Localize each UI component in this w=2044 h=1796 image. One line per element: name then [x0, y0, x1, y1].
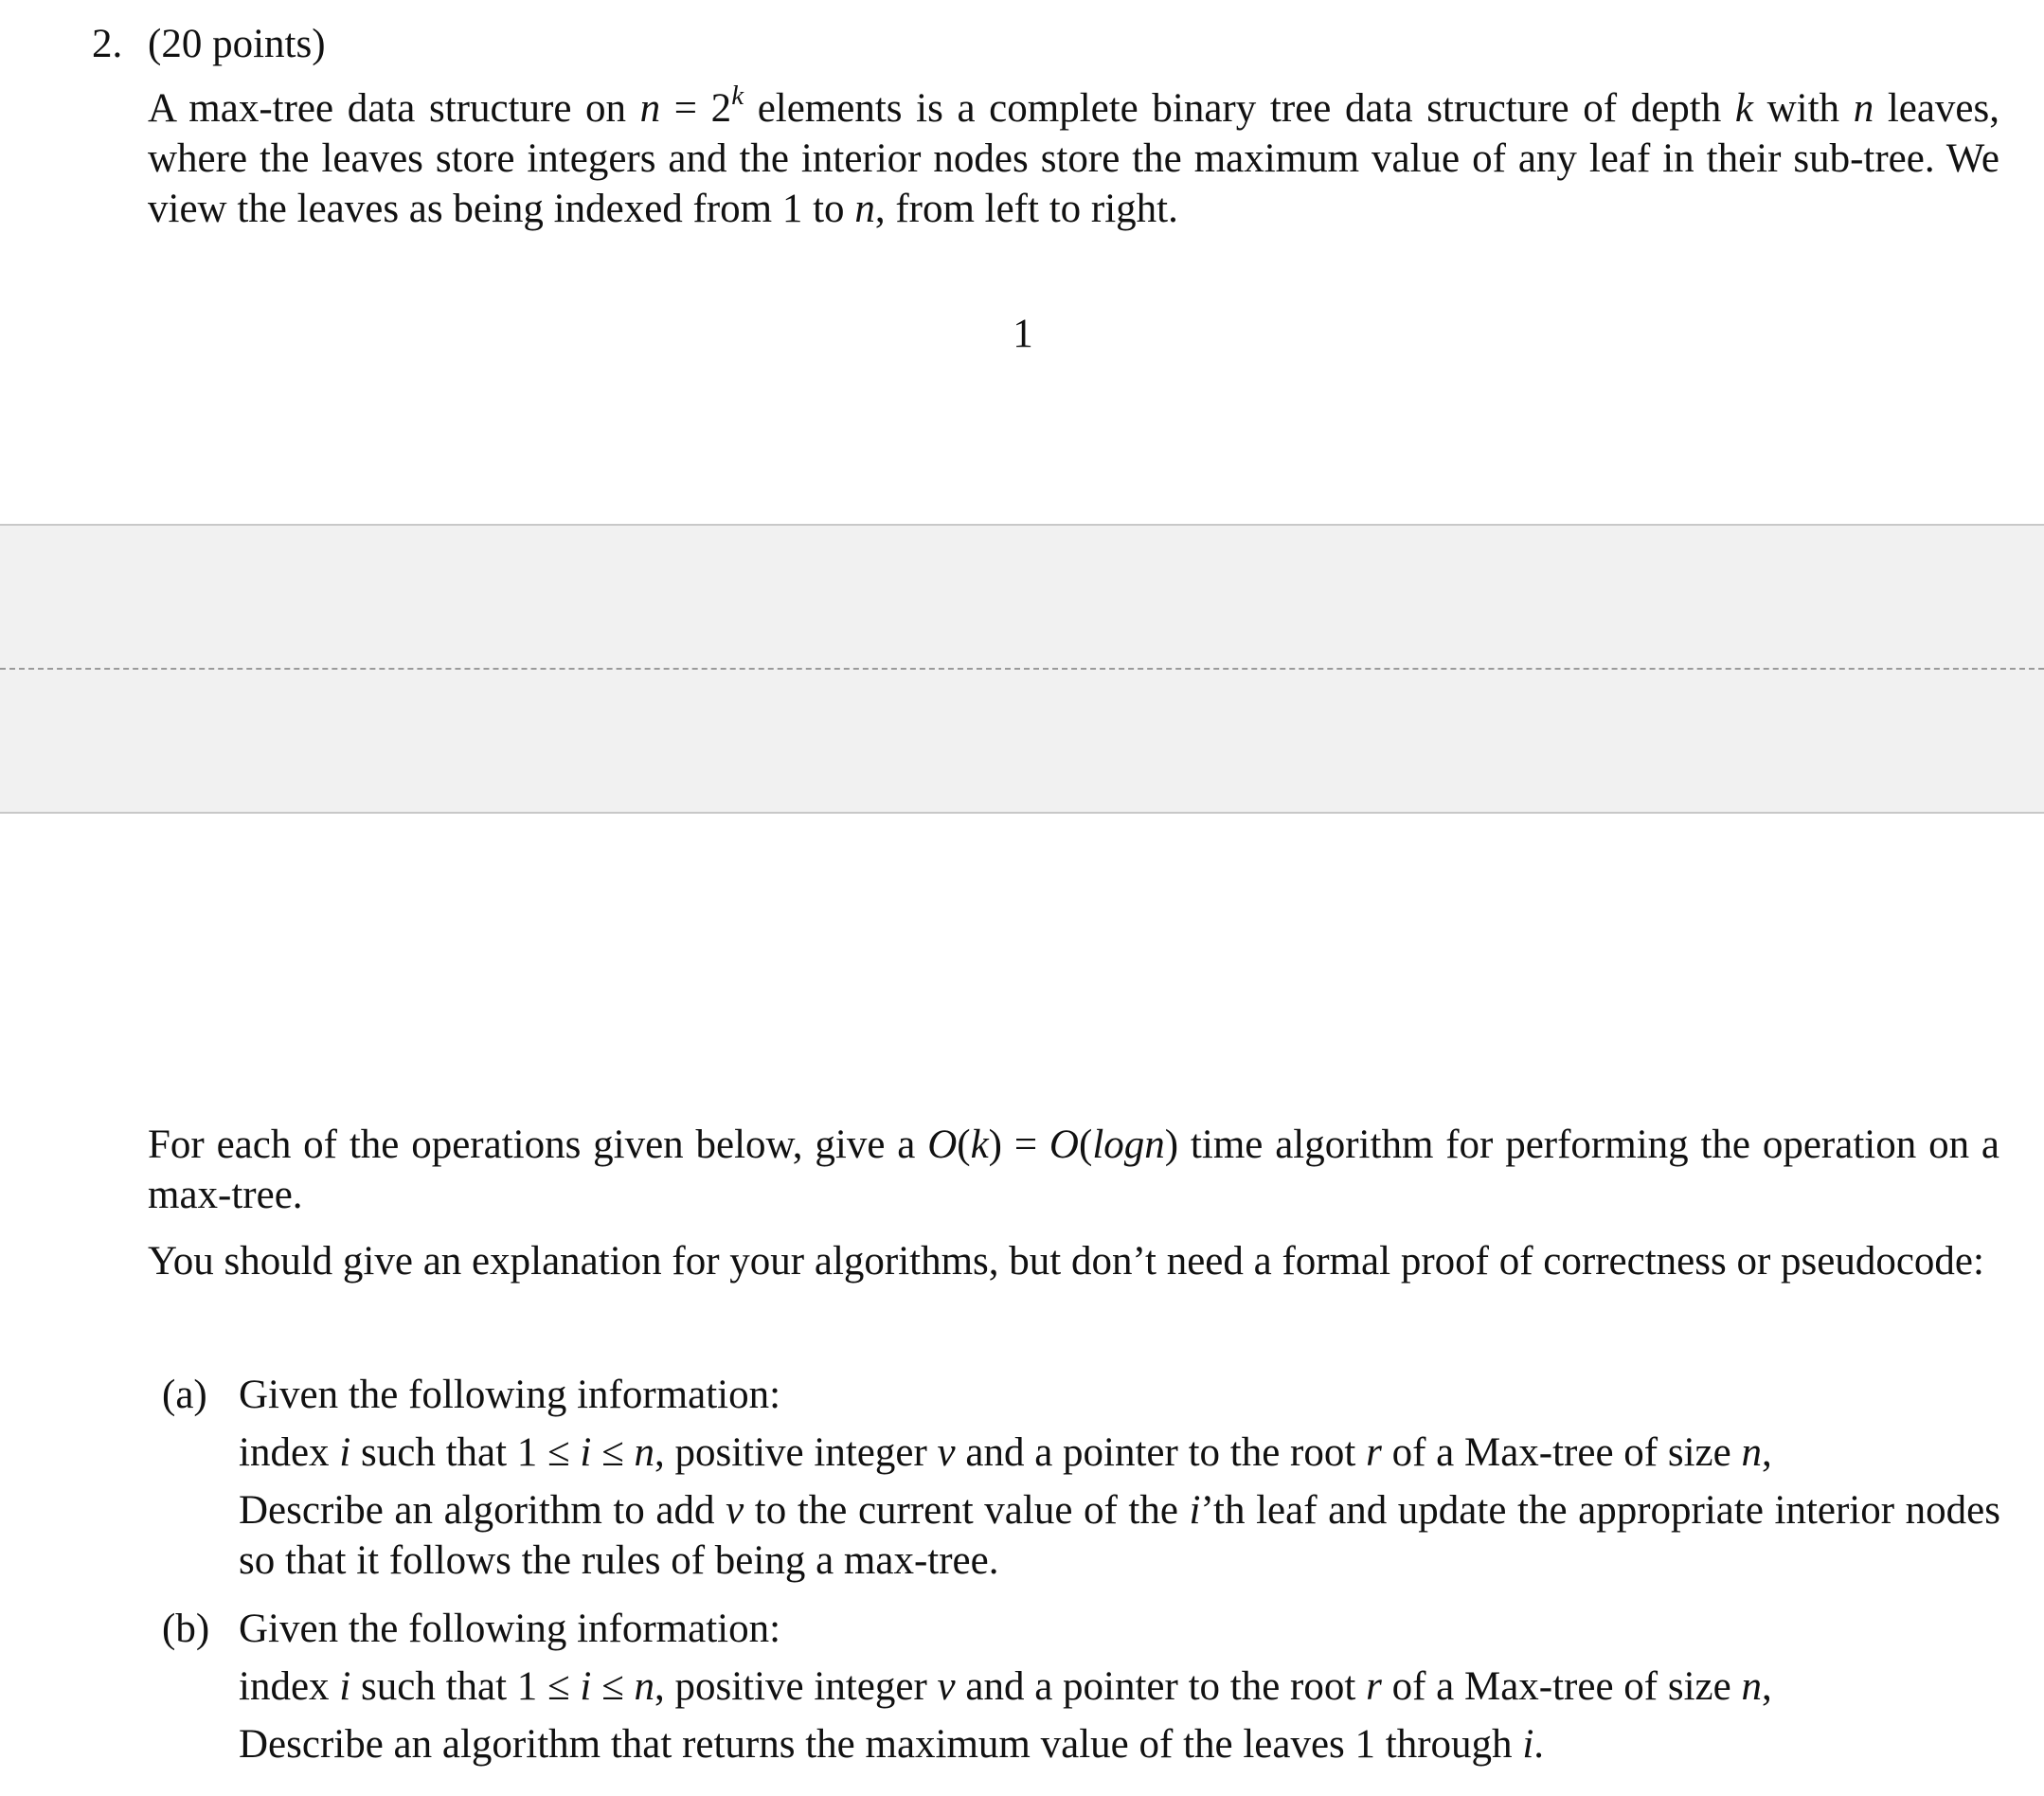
part-a-heading: Given the following information:: [239, 1373, 781, 1417]
page-break: [0, 524, 2044, 814]
part-b-given: index i such that 1 ≤ i ≤ n, positive integer v and a pointer to the root r of a Max-tree of size n,: [239, 1664, 1772, 1709]
problem-number: 2.: [92, 22, 123, 66]
page-number: 1: [1013, 312, 1033, 356]
part-b-body: [239, 1604, 2000, 1769]
part-a-body: [239, 1370, 2000, 1586]
problem-points: (20 points): [148, 22, 326, 66]
part-b-label: (b): [162, 1607, 210, 1651]
operations-paragraph: For each of the operations given below, give a O(k) = O(logn) time algorithm for performing the operation on a max-tree.: [148, 1122, 1999, 1217]
explanation-paragraph: You should give an explanation for your algorithms, but don’t need a formal proof of correctness or pseudocode:: [148, 1239, 1984, 1284]
part-a-given: index i such that 1 ≤ i ≤ n, positive integer v and a pointer to the root r of a Max-tree of size n,: [239, 1430, 1772, 1475]
intro-paragraph: A max-tree data structure on $n = 2^k$ elements is a complete binary tree data structure of depth k with n leaves, where the leaves store integers and the interior nodes store the maximum value of any leaf in their sub-tree. We view the leaves as being indexed from 1 to n, from left to right.: [148, 81, 2000, 231]
part-b-task: Describe an algorithm that returns the maximum value of the leaves 1 through i.: [239, 1722, 1545, 1767]
part-a-task: Describe an algorithm to add v to the current value of the i’th leaf and update the appropriate interior nodes so that it follows the rules of being a max-tree.: [239, 1488, 2000, 1583]
part-a-label: (a): [162, 1373, 207, 1417]
page-break-dashed-line: [0, 668, 2044, 670]
part-b-heading: Given the following information:: [239, 1607, 781, 1651]
